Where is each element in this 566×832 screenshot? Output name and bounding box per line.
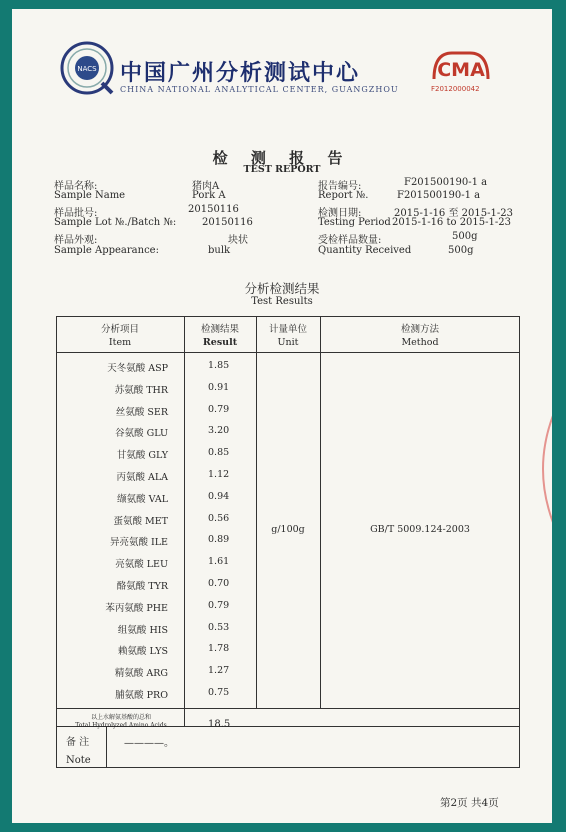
table-row-item: 缬氨酸 VAL: [117, 493, 168, 505]
batch-value-cn: 20150116: [188, 204, 239, 215]
note-label: 备 注 Note: [66, 737, 91, 766]
table-row-result: 1.85: [208, 360, 230, 371]
report-page: [12, 9, 552, 823]
results-title-en: Test Results: [251, 296, 313, 307]
quantity-label-cn: 受检样品数量:: [318, 235, 382, 246]
report-no-value-cn: F201500190-1 a: [404, 177, 488, 188]
table-row-item: 亮氨酸 LEU: [115, 559, 168, 571]
table-row-result: 0.70: [208, 578, 230, 589]
test-date-label-en: Testing Period: [318, 217, 391, 228]
table-row-item: 甘氨酸 GLY: [116, 450, 168, 462]
logo-text: NACS: [77, 65, 97, 73]
cma-certification-icon: [430, 49, 492, 83]
table-row-item: 丙氨酸 ALA: [116, 472, 168, 483]
sample-name-label-en: Sample Name: [54, 190, 126, 201]
appearance-value-cn: 块状: [228, 235, 248, 246]
organization-name-en: CHINA NATIONAL ANALYTICAL CENTER, GUANGZHOU: [120, 85, 399, 94]
table-row-result: 0.75: [208, 687, 230, 698]
column-header-item: 分析项目 Item: [100, 324, 139, 348]
batch-value-en: 20150116: [202, 217, 253, 228]
quantity-value-cn: 500g: [452, 231, 478, 242]
appearance-value-en: bulk: [208, 245, 231, 256]
sample-name-value-cn: 猪肉A: [192, 181, 220, 192]
table-row-item: 脯氨酸 PRO: [115, 690, 168, 701]
table-row-result: 1.12: [208, 469, 230, 480]
column-header-method: 检测方法 Method: [400, 324, 439, 348]
table-row-item: 酪氨酸 TYR: [116, 581, 168, 592]
table-row-item: 苯丙氨酸 PHE: [105, 602, 168, 614]
table-row-result: 0.85: [208, 447, 230, 459]
total-label: 以上水解氨基酸的总和 Total Hydrolyzed Amino Acids: [75, 714, 167, 729]
test-date-label-cn: 检测日期:: [318, 208, 362, 219]
unit-value: g/100g: [271, 524, 305, 535]
table-row-result: 0.89: [208, 534, 230, 546]
results-title-cn: 分析检测结果: [244, 281, 320, 296]
table-row-result: 0.79: [208, 403, 230, 415]
table-row-result: 0.94: [208, 490, 230, 502]
batch-label-cn: 样品批号:: [54, 208, 98, 219]
table-row-result: 0.79: [208, 599, 230, 611]
appearance-label-cn: 样品外观:: [54, 235, 98, 246]
table-row-item: 谷氨酸 GLU: [115, 428, 168, 440]
quantity-value-en: 500g: [448, 245, 474, 256]
table-row-item: 苏氨酸 THR: [114, 384, 168, 396]
sample-name-label-cn: 样品名称:: [54, 181, 98, 192]
report-title-en: TEST REPORT: [243, 164, 321, 175]
total-value: 18.5: [208, 719, 231, 730]
table-row-item: 异亮氨酸 ILE: [109, 537, 168, 549]
report-no-label-cn: 报告编号:: [318, 181, 362, 192]
cma-logo-text: CMA: [437, 59, 485, 81]
test-date-value-en: 2015-1-16 to 2015-1-23: [392, 217, 511, 228]
nacs-logo-icon: [58, 39, 116, 97]
table-row-item: 蛋氨酸 MET: [113, 515, 168, 527]
table-row-item: 组氨酸 HIS: [117, 624, 168, 636]
table-row-item: 赖氨酸 LYS: [117, 646, 168, 658]
table-row-result: 1.61: [208, 556, 230, 568]
report-no-value-en: F201500190-1 a: [397, 190, 481, 201]
table-row-result: 1.78: [208, 643, 230, 655]
table-row-item: 天冬氨酸 ASP: [107, 363, 168, 374]
page-number: 第2页 共4页: [440, 797, 499, 809]
table-row-result: 0.53: [208, 621, 230, 633]
organization-name-cn: 中国广州分析测试中心: [120, 61, 361, 86]
report-no-label-en: Report №.: [318, 190, 369, 201]
table-row-item: 精氨酸 ARG: [114, 668, 168, 680]
report-title-cn: 检 测 报 告: [212, 149, 352, 167]
results-table: [56, 316, 520, 768]
appearance-label-en: Sample Appearance:: [54, 245, 159, 256]
table-row-result: 1.27: [208, 665, 230, 677]
cma-number: F2012000042: [431, 85, 480, 93]
column-header-unit: 计量单位 Unit: [268, 324, 307, 348]
batch-label-en: Sample Lot №./Batch №:: [54, 217, 177, 228]
quantity-label-en: Quantity Received: [318, 245, 412, 256]
table-row-result: 3.20: [208, 425, 230, 437]
test-date-value-cn: 2015-1-16 至 2015-1-23: [394, 208, 513, 219]
column-header-result: 检测结果 Result: [200, 324, 239, 348]
sample-name-value-en: Pork A: [192, 190, 226, 201]
table-row-item: 丝氨酸 SER: [115, 406, 168, 418]
note-value: ————。: [124, 738, 174, 749]
table-row-result: 0.56: [208, 512, 230, 524]
method-value: GB/T 5009.124-2003: [370, 524, 470, 535]
seal-stamp-icon: [532, 409, 552, 529]
table-row-result: 0.91: [208, 381, 230, 393]
